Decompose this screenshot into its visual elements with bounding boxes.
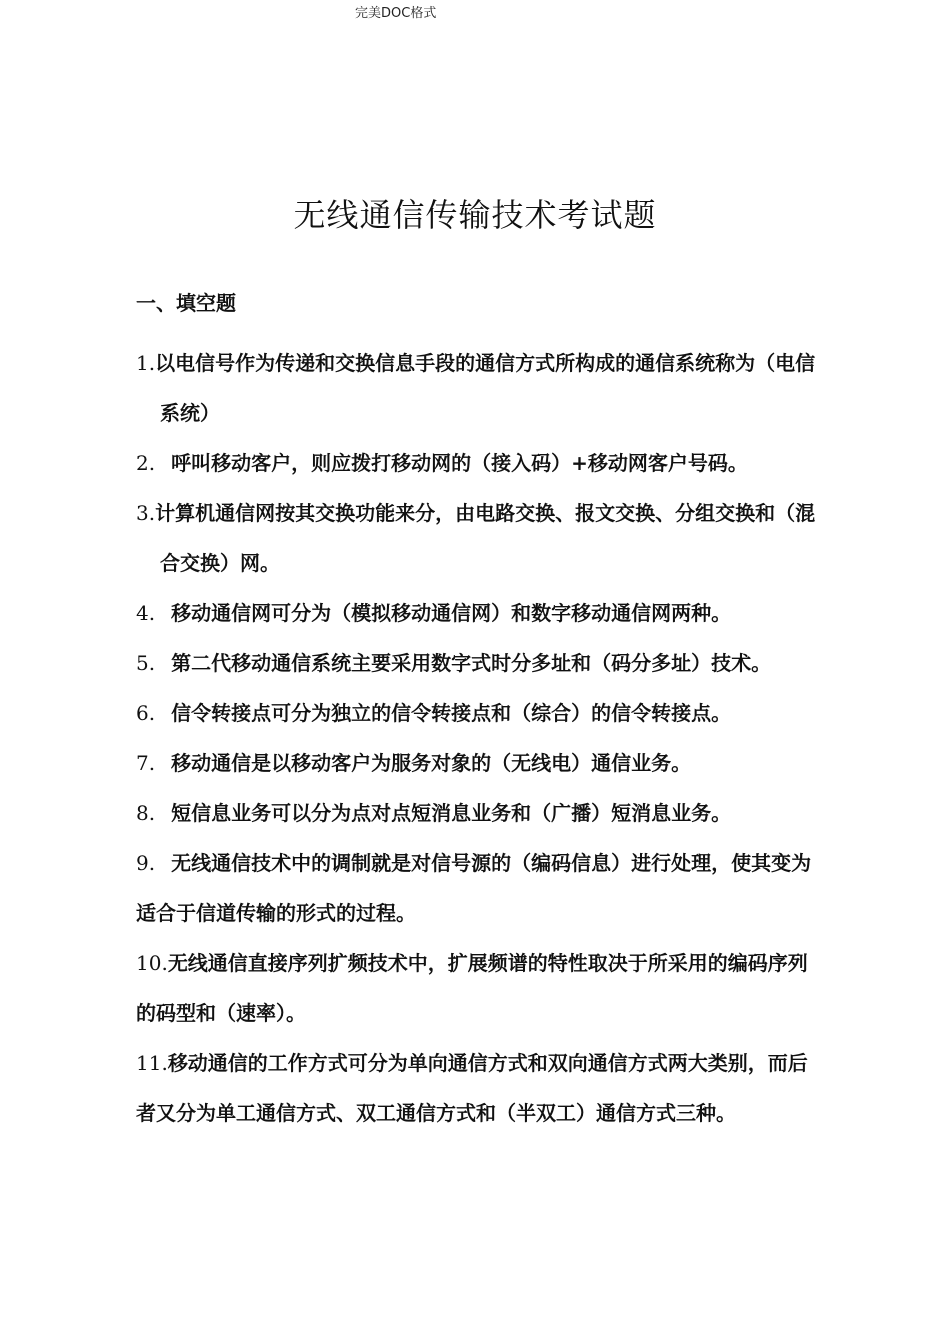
- question-9: [136, 838, 816, 938]
- question-number: 6.: [136, 701, 156, 725]
- section-heading: 一、填空题: [136, 291, 236, 315]
- question-number: 5.: [136, 651, 156, 675]
- question-10: [136, 938, 816, 1038]
- question-number: 7.: [136, 751, 156, 775]
- question-text: 计算机通信网按其交换功能来分，由电路交换、报文交换、分组交换和（混合交换）网。: [155, 501, 816, 575]
- question-6: [136, 688, 816, 738]
- question-text: 第二代移动通信系统主要采用数字式时分多址和（码分多址）技术。: [171, 651, 772, 675]
- question-text: 以电信号作为传递和交换信息手段的通信方式所构成的通信系统称为（电信系统）: [155, 351, 816, 425]
- question-text: 无线通信技术中的调制就是对信号源的（编码信息）进行处理，使其变为适合于信道传输的形式的过程。: [136, 851, 812, 925]
- question-text: 移动通信是以移动客户为服务对象的（无线电）通信业务。: [171, 751, 692, 775]
- question-number: 8.: [136, 801, 156, 825]
- question-3: [136, 488, 816, 588]
- question-2: [136, 438, 816, 488]
- question-11: [136, 1038, 816, 1138]
- question-number: 9.: [136, 851, 156, 875]
- question-5: [136, 638, 816, 688]
- question-list: [136, 338, 816, 1138]
- question-number: 4.: [136, 601, 156, 625]
- question-text: 短信息业务可以分为点对点短消息业务和（广播）短消息业务。: [171, 801, 732, 825]
- question-1: [136, 338, 816, 438]
- question-8: [136, 788, 816, 838]
- question-7: [136, 738, 816, 788]
- question-number: 1.: [136, 351, 156, 375]
- question-text: 移动通信网可分为（模拟移动通信网）和数字移动通信网两种。: [171, 601, 732, 625]
- question-text: 呼叫移动客户，则应拨打移动网的（接入码）+移动网客户号码。: [171, 451, 748, 475]
- question-number: 11.: [136, 1051, 168, 1075]
- question-4: [136, 588, 816, 638]
- question-number: 3.: [136, 501, 156, 525]
- question-text: 信令转接点可分为独立的信令转接点和（综合）的信令转接点。: [171, 701, 732, 725]
- header-note: 完美DOC格式: [355, 6, 437, 21]
- document-title: 无线通信传输技术考试题: [293, 196, 657, 235]
- question-number: 2.: [136, 451, 156, 475]
- question-text: 无线通信直接序列扩频技术中，扩展频谱的特性取决于所采用的编码序列的码型和（速率）。: [136, 951, 808, 1025]
- question-number: 10.: [136, 951, 168, 975]
- question-text: 移动通信的工作方式可分为单向通信方式和双向通信方式两大类别，而后者又分为单工通信方式、双工通信方式和（半双工）通信方式三种。: [136, 1051, 808, 1125]
